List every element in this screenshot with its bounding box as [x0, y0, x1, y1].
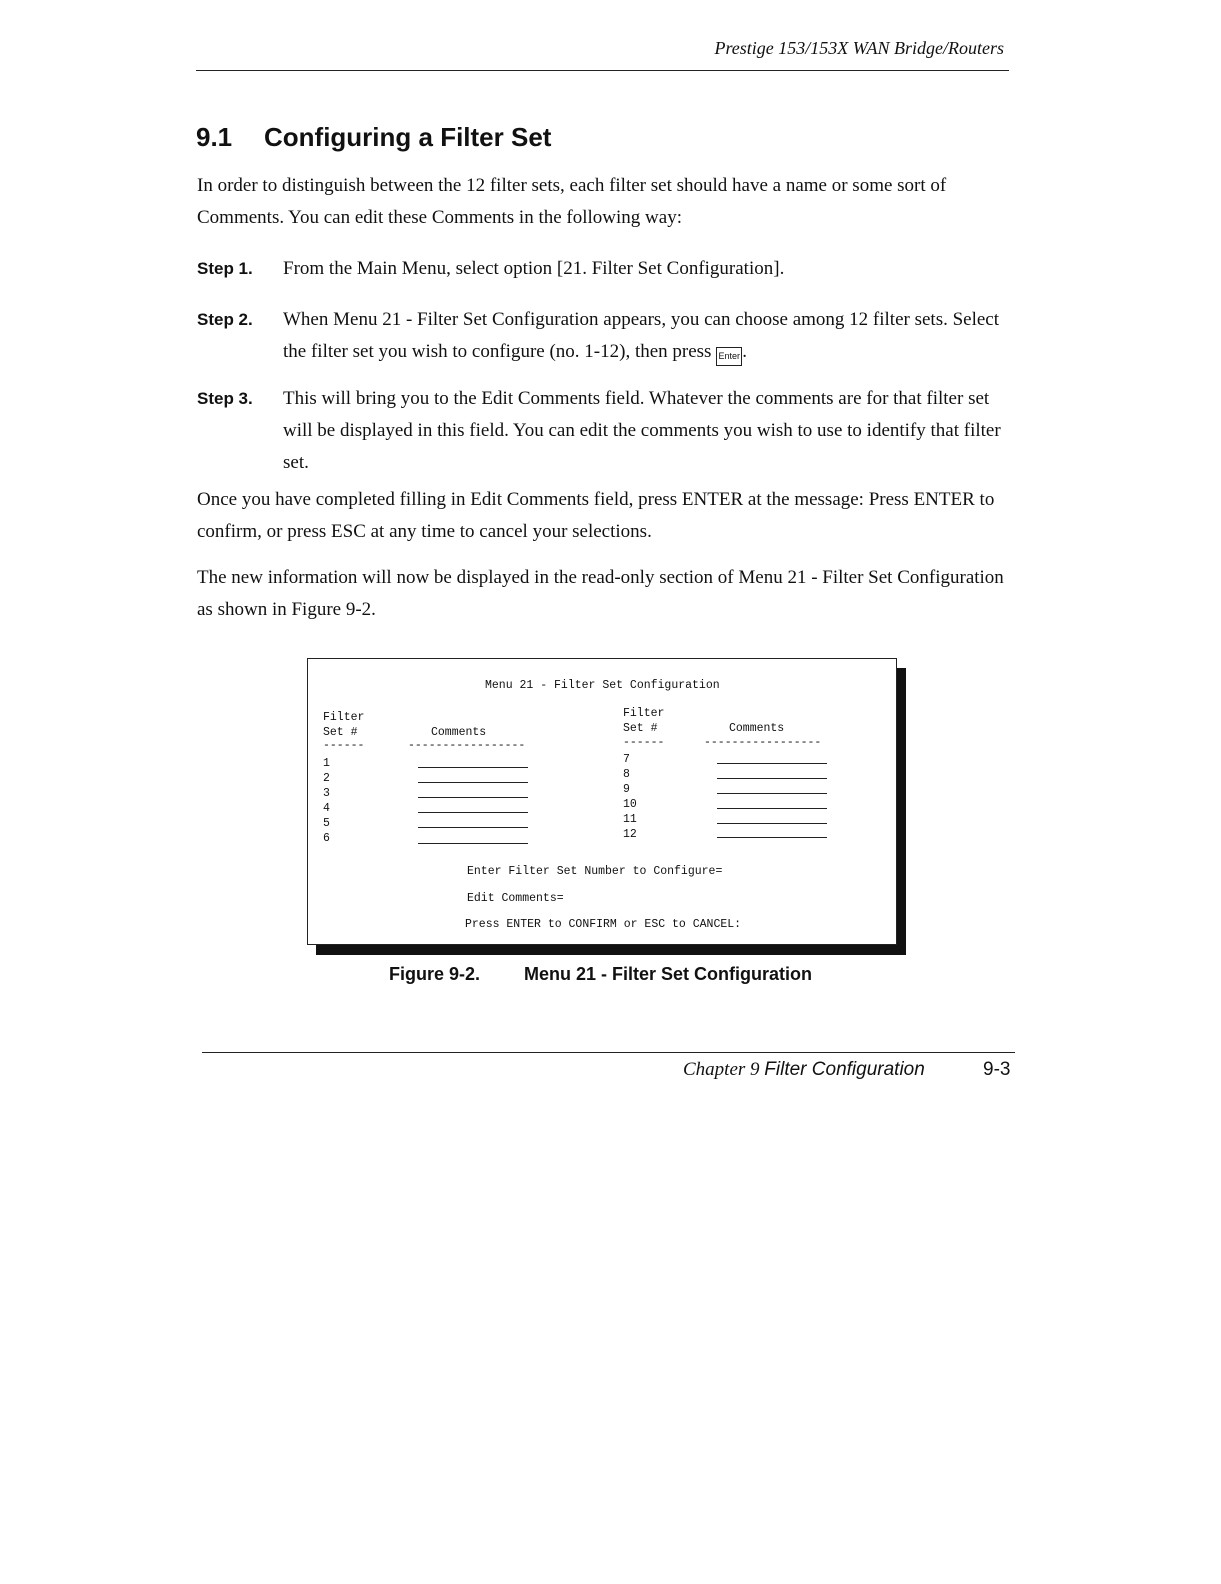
- footer-chapter-number: Chapter 9: [683, 1059, 760, 1080]
- figure-title: Menu 21 - Filter Set Configuration: [524, 964, 813, 984]
- comment-field: [418, 827, 528, 828]
- comment-field: [418, 782, 528, 783]
- comment-field: [717, 763, 827, 764]
- comment-field: [418, 797, 528, 798]
- left-dashes: ------: [323, 739, 365, 752]
- step-text: [283, 304, 1007, 368]
- step-text: This will bring you to the Edit Comments field. Whatever the comments are for that filter set will be displayed in this field. You can edit the comments you wish to use to identify that filter set.: [283, 388, 1001, 473]
- left-comments-header: Comments: [431, 726, 487, 739]
- comment-field: [717, 823, 827, 824]
- set-number: 6: [323, 832, 330, 845]
- comment-field: [717, 793, 827, 794]
- footer-rule: [202, 1052, 1015, 1053]
- step-text-after: .: [742, 341, 747, 362]
- left-dashes: -----------------: [408, 739, 526, 752]
- outro-paragraph: The new information will now be displayed in the read-only section of Menu 21 - Filter Set Configuration as shown in Figure 9-2.: [197, 567, 1004, 620]
- step-text: From the Main Menu, select option [21. Filter Set Configuration].: [283, 258, 785, 279]
- prompt-edit-comments: Edit Comments=: [467, 892, 564, 905]
- left-set-header: Filter: [323, 711, 365, 724]
- right-comments-header: Comments: [729, 722, 785, 735]
- step-label: Step 1.: [197, 259, 253, 278]
- set-number: 12: [623, 828, 637, 841]
- prompt-confirm: Press ENTER to CONFIRM or ESC to CANCEL:: [465, 918, 742, 931]
- enter-key-icon: Enter: [716, 347, 742, 366]
- right-dashes: -----------------: [704, 736, 822, 749]
- comment-field: [418, 767, 528, 768]
- step-label: Step 2.: [197, 310, 253, 329]
- section-heading: [196, 122, 551, 153]
- left-set-header: Set #: [323, 726, 358, 739]
- set-number: 2: [323, 772, 330, 785]
- terminal-screen: [307, 658, 897, 945]
- section-title: Configuring a Filter Set: [264, 122, 552, 152]
- step-1: [197, 253, 1007, 285]
- outro-paragraph: Once you have completed filling in Edit Comments field, press ENTER at the message: Press ENTER to confirm, or press ESC at any time to cancel your selections.: [197, 489, 995, 542]
- set-number: 4: [323, 802, 330, 815]
- header-rule: [196, 70, 1009, 71]
- intro-paragraph: In order to distinguish between the 12 filter sets, each filter set should have a name or some sort of Comments. You can edit these Comments in the following way:: [197, 175, 947, 228]
- step-text-before: When Menu 21 - Filter Set Configuration appears, you can choose among 12 filter sets. Select the filter set you wish to configure (no. 1-12), then press: [283, 309, 1000, 362]
- comment-field: [418, 843, 528, 844]
- set-number: 1: [323, 757, 330, 770]
- right-set-header: Filter: [623, 707, 665, 720]
- set-number: 3: [323, 787, 330, 800]
- prompt-filter-number: Enter Filter Set Number to Configure=: [467, 865, 723, 878]
- set-number: 10: [623, 798, 637, 811]
- right-set-header: Set #: [623, 722, 658, 735]
- comment-field: [717, 778, 827, 779]
- set-number: 5: [323, 817, 330, 830]
- screen-title: Menu 21 - Filter Set Configuration: [485, 679, 720, 692]
- set-number: 9: [623, 783, 630, 796]
- section-number: 9.1: [196, 122, 233, 152]
- comment-field: [418, 812, 528, 813]
- figure-caption: [389, 964, 812, 985]
- step-label: Step 3.: [197, 389, 253, 408]
- page-number: 9-3: [983, 1059, 1011, 1080]
- comment-field: [717, 808, 827, 809]
- footer-chapter: [683, 1059, 925, 1081]
- step-2: [197, 304, 1007, 368]
- set-number: 8: [623, 768, 630, 781]
- step-3: [197, 383, 1007, 479]
- comment-field: [717, 837, 827, 838]
- set-number: 11: [623, 813, 637, 826]
- set-number: 7: [623, 753, 630, 766]
- footer-chapter-title: Filter Configuration: [764, 1059, 925, 1080]
- figure-number: Figure 9-2.: [389, 964, 481, 984]
- right-dashes: ------: [623, 736, 665, 749]
- running-header: Prestige 153/153X WAN Bridge/Routers: [714, 38, 1004, 58]
